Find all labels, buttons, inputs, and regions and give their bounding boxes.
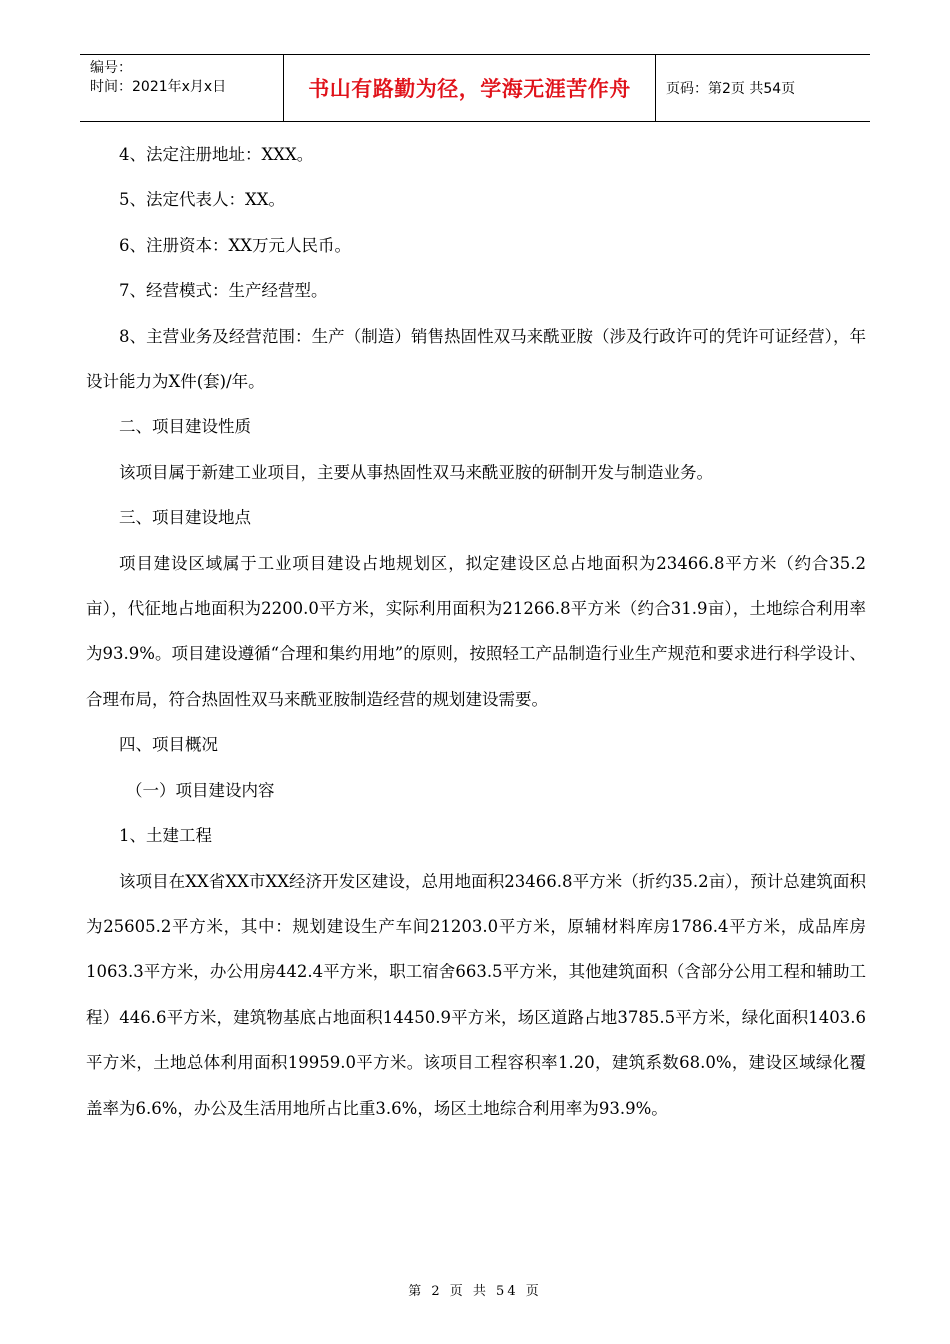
serial-number-label: 编号： [90,60,132,76]
paragraph-civil-works: 该项目在XX省XX市XX经济开发区建设，总用地面积23466.8平方米（折约35.2亩），预计总建筑面积为25605.2平方米，其中：规划建设生产车间21203.0平方米，原辅材料库房1786.4平方米，成品库房1063.3平方米，办公用房442.4平方米，职工宿舍663.5平方米，其他建筑面积（含部分公用工程和辅助工程）446.6平方米，建筑物基底占地面积14450.9平方米，场区道路占地3785.5平方米，绿化面积1403.6平方米，土地总体利用面积19959.0平方米。该项目工程容积率1.20，建筑系数68.0%，建设区域绿化覆盖率为6.6%，办公及生活用地所占比重3.6%，场区土地综合利用率为93.9%。 [86,871,866,1118]
paragraph-location: 项目建设区域属于工业项目建设占地规划区，拟定建设区总占地面积为23466.8平方米（约合35.2亩），代征地占地面积为2200.0平方米，实际利用面积为21266.8平方米（约合31.9亩），土地综合利用率为93.9%。项目建设遵循“合理和集约用地”的原则，按照轻工产品制造行业生产规范和要求进行科学设计、合理布局，符合热固性双马来酰亚胺制造经营的规划建设需要。 [86,553,866,709]
header-page-info: 页码：第2页 共54页 [666,81,796,97]
document-body [86,132,866,1131]
date-label: 时间：2021年x月x日 [90,79,227,95]
item-registered-capital: 6、注册资本：XX万元人民币。 [119,235,351,255]
paragraph-nature: 该项目属于新建工业项目，主要从事热固性双马来酰亚胺的研制开发与制造业务。 [119,462,713,482]
item-registered-address: 4、法定注册地址：XXX。 [119,145,314,164]
item-legal-representative: 5、法定代表人：XX。 [119,190,285,210]
item-business-model: 7、经营模式：生产经营型。 [119,281,328,301]
subsection-heading-content: （一）项目建设内容 [126,780,275,800]
section-heading-location: 三、项目建设地点 [119,508,251,528]
page-footer: 第 2 页 共 54 页 [408,1284,542,1299]
item-business-scope: 8、主营业务及经营范围：生产（制造）销售热固性双马来酰亚胺（涉及行政许可的凭许可证经营），年设计能力为X件(套)/年。 [86,326,866,392]
section-heading-nature: 二、项目建设性质 [119,417,251,437]
header-meta [80,55,284,121]
subsection-heading-civil: 1、土建工程 [119,826,212,846]
page-header [80,54,870,122]
header-motto: 书山有路勤为径，学海无涯苦作舟 [284,55,656,121]
section-heading-overview: 四、项目概况 [119,735,218,755]
